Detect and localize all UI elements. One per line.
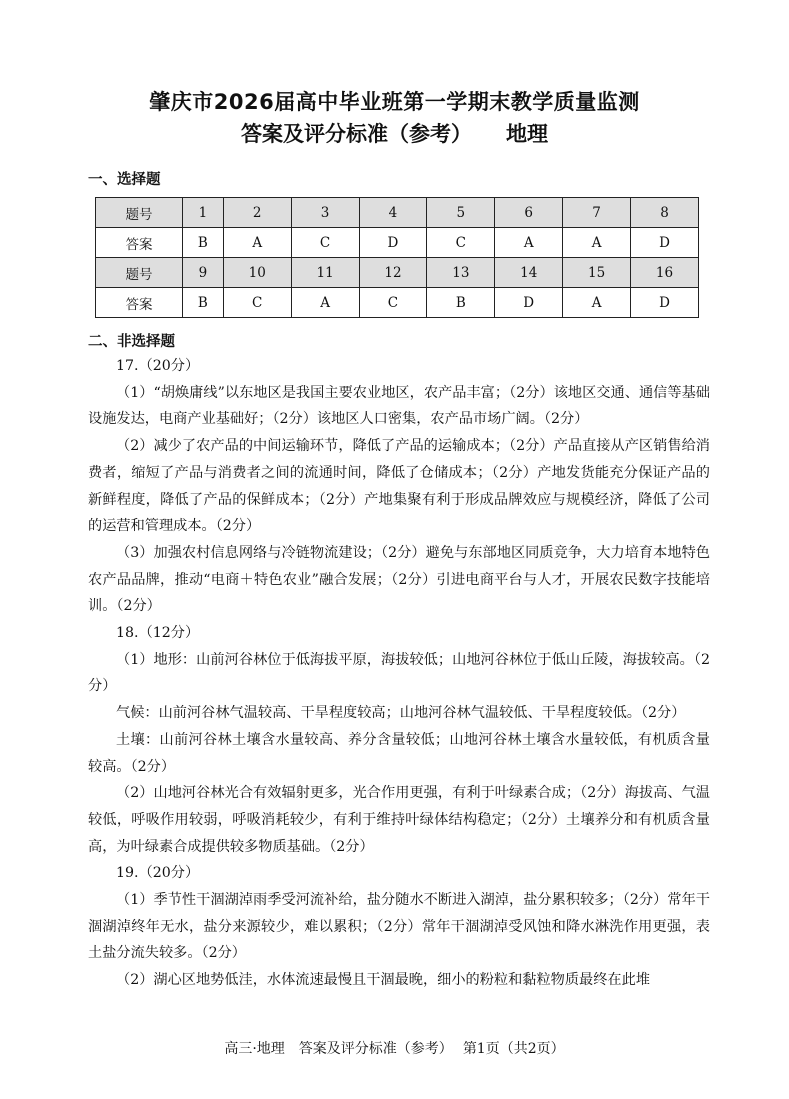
question-number-cell: 8 (631, 198, 699, 228)
table-row (96, 198, 699, 228)
section-non-choice-heading: 二、非选择题 (88, 334, 175, 350)
answer-cell: A (291, 288, 359, 318)
answer-cell: D (631, 288, 699, 318)
table-row (96, 258, 699, 288)
answer-cell: D (359, 228, 427, 258)
question-18-part-1-terrain: （1）地形：山前河谷林位于低海拔平原，海拔较低；山地河谷林位于低山丘陵，海拔较高。（2分） (88, 651, 710, 695)
question-number-label: 题号 (96, 258, 183, 288)
question-number-cell: 5 (427, 198, 495, 228)
answer-key-label: 答案及评分标准（参考） (241, 122, 472, 146)
question-number-cell: 6 (495, 198, 563, 228)
table-row (96, 288, 699, 318)
question-number-label: 题号 (96, 198, 183, 228)
question-18-part-1-soil: 土壤：山前河谷林土壤含水量较高、养分含量较低；山地河谷林土壤含水量较低，有机质含量较高。（2分） (88, 731, 710, 775)
question-number-cell: 9 (183, 258, 224, 288)
question-17-part-1: （1）“胡焕庸线”以东地区是我国主要农业地区，农产品丰富；（2分）该地区交通、通信等基础设施发达，电商产业基础好；（2分）该地区人口密集，农产品市场广阔。（2分） (88, 384, 710, 428)
question-number-cell: 10 (223, 258, 291, 288)
page-number: 第1页（共2页） (462, 1041, 565, 1057)
question-number-cell: 2 (223, 198, 291, 228)
answer-cell: B (427, 288, 495, 318)
question-number-cell: 12 (359, 258, 427, 288)
multiple-choice-answer-table (95, 197, 699, 318)
question-17-part-2: （2）减少了农产品的中间运输环节，降低了产品的运输成本；（2分）产品直接从产区销售给消费者，缩短了产品与消费者之间的流通时间，降低了仓储成本；（2分）产地发货能充分保证产品的新鲜程度，降低了产品的保鲜成本；（2分）产地集聚有利于形成品牌效应与规模经济，降低了公司的运营和管理成本。（2分） (88, 438, 710, 535)
table-row (96, 228, 699, 258)
question-18-part-2: （2）山地河谷林光合有效辐射更多，光合作用更强，有利于叶绿素合成；（2分）海拔高、气温较低，呼吸作用较弱，呼吸消耗较少，有利于维持叶绿体结构稳定；（2分）土壤养分和有机质含量高，为叶绿素合成提供较多物质基础。（2分） (88, 785, 710, 855)
question-19-part-1: （1）季节性干涸湖淖雨季受河流补给，盐分随水不断进入湖淖，盐分累积较多；（2分）常年干涸湖淖终年无水，盐分来源较少，难以累积；（2分）常年干涸湖淖受风蚀和降水淋洗作用更强，表土盐分流失较多。（2分） (88, 892, 710, 962)
section-multiple-choice-heading: 一、选择题 (88, 172, 161, 188)
question-number-cell: 16 (631, 258, 699, 288)
question-number-cell: 7 (563, 198, 631, 228)
subject-label: 地理 (506, 122, 548, 146)
answer-cell: A (223, 228, 291, 258)
question-number-cell: 11 (291, 258, 359, 288)
question-17-number: 17.（20分） (116, 358, 200, 374)
answer-cell: D (495, 288, 563, 318)
question-17-part-3: （3）加强农村信息网络与冷链物流建设；（2分）避免与东部地区同质竞争，大力培育本地特色农产品品牌，推动“电商＋特色农业”融合发展；（2分）引进电商平台与人才，开展农民数字技能培训。（2分） (88, 544, 710, 615)
question-number-cell: 15 (563, 258, 631, 288)
answer-cell: A (495, 228, 563, 258)
answer-cell: B (183, 228, 224, 258)
question-number-cell: 3 (291, 198, 359, 228)
question-number-cell: 14 (495, 258, 563, 288)
answer-cell: C (291, 228, 359, 258)
question-18-number: 18.（12分） (116, 625, 200, 642)
answer-cell: C (223, 288, 291, 318)
answer-label: 答案 (96, 228, 183, 258)
answer-body (88, 353, 710, 994)
question-18-part-1-climate: 气候：山前河谷林气温较高、干旱程度较高；山地河谷林气温较低、干旱程度较低。（2分） (116, 705, 686, 722)
question-number-cell: 1 (183, 198, 224, 228)
answer-cell: A (563, 228, 631, 258)
question-number-cell: 13 (427, 258, 495, 288)
answer-cell: D (631, 228, 699, 258)
page-footer (0, 1038, 789, 1058)
question-19-number: 19.（20分） (116, 865, 200, 882)
answer-key-title (0, 118, 789, 148)
footer-label: 高三·地理 答案及评分标准（参考） (224, 1041, 453, 1057)
answer-cell: B (183, 288, 224, 318)
answer-label: 答案 (96, 288, 183, 318)
exam-title: 肇庆市2026届高中毕业班第一学期末教学质量监测 (149, 90, 640, 114)
answer-cell: C (359, 288, 427, 318)
question-19-part-2: （2）湖心区地势低洼，水体流速最慢且干涸最晚，细小的粉粒和黏粒物质最终在此堆 (116, 972, 650, 989)
answer-cell: C (427, 228, 495, 258)
answer-cell: A (563, 288, 631, 318)
question-number-cell: 4 (359, 198, 427, 228)
